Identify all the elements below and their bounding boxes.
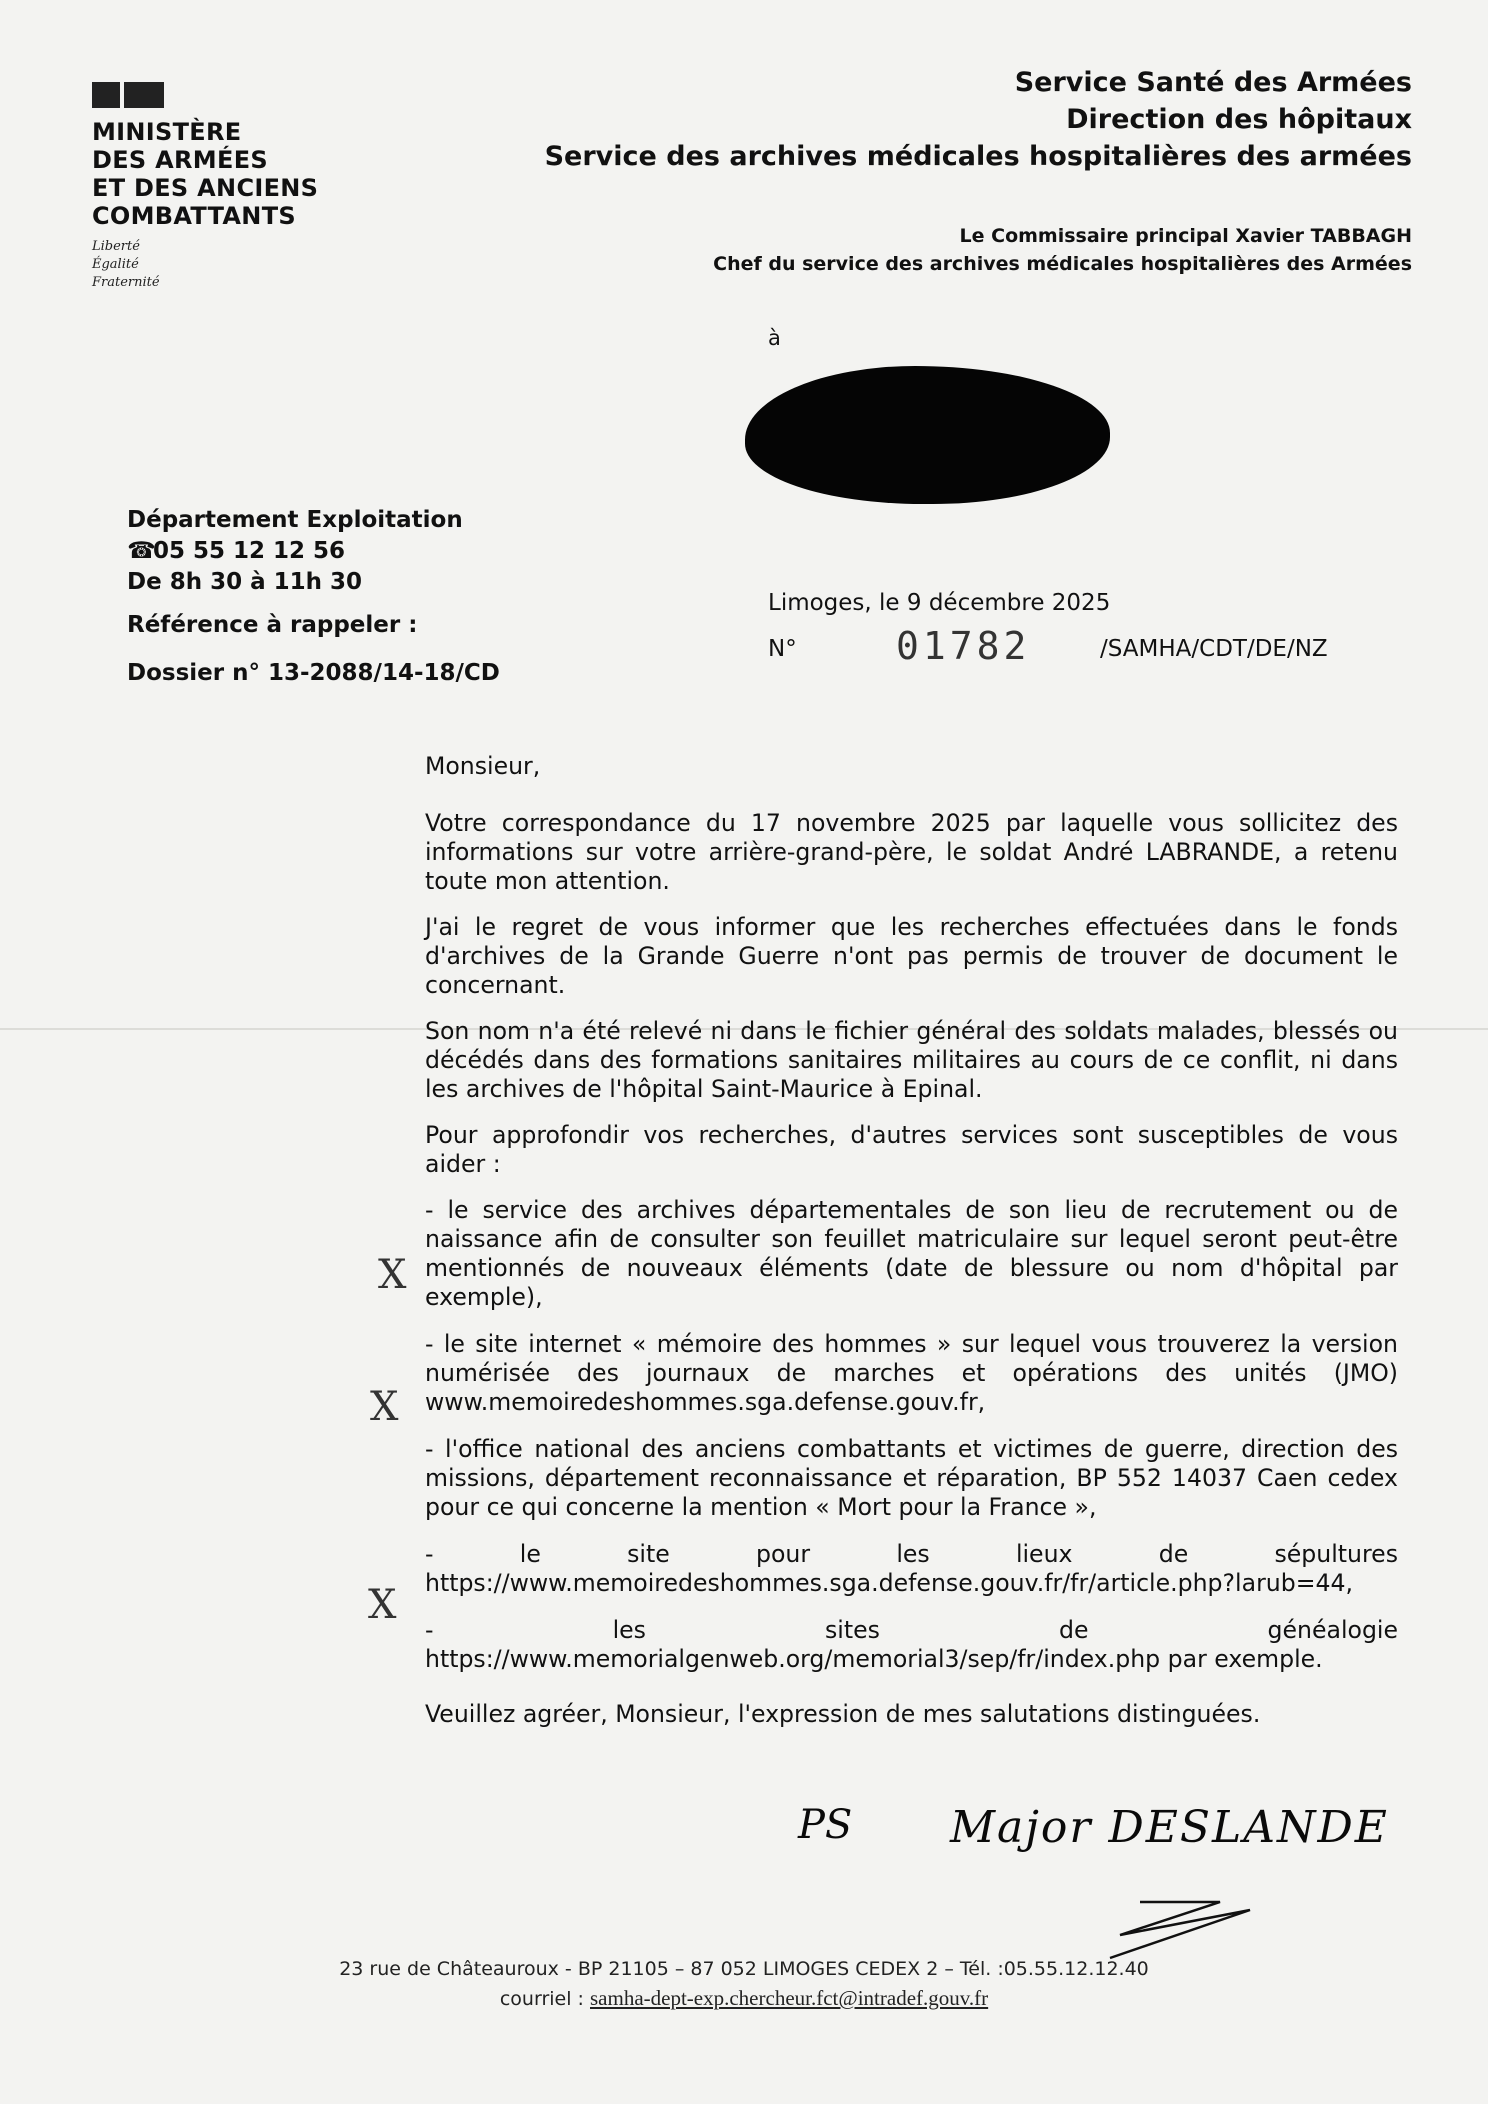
closing: Veuillez agréer, Monsieur, l'expression de mes salutations distinguées. <box>425 1700 1261 1728</box>
recipient-prefix: à <box>768 326 781 350</box>
handwritten-mark: X <box>368 1582 397 1628</box>
footer-email-line <box>0 1986 1488 2011</box>
service-header <box>545 64 1412 175</box>
handwritten-mark: X <box>370 1384 399 1430</box>
paragraph-2: J'ai le regret de vous informer que les recherches effectuées dans le fonds d'archives de la Grande Guerre n'ont pas permis de trouver de document le concernant. <box>425 913 1398 999</box>
paragraph-1: Votre correspondance du 17 novembre 2025 par laquelle vous sollicitez des informations sur votre arrière-grand-père, le soldat André LABRANDE, a retenu toute mon attention. <box>425 809 1398 895</box>
header-line-3: Service des archives médicales hospitalières des armées <box>544 141 1412 172</box>
department-block <box>127 505 463 598</box>
header-line-1: Service Santé des Armées <box>1014 67 1412 98</box>
header-line-2: Direction des hôpitaux <box>1066 104 1412 135</box>
department-phone: ☎05 55 12 12 56 <box>127 536 463 567</box>
letter-number-stamp: 01782 <box>896 624 1031 668</box>
paragraph-4: Pour approfondir vos recherches, d'autres services sont susceptibles de vous aider : <box>425 1121 1398 1178</box>
signatory-block <box>713 222 1412 278</box>
dossier-number: Dossier n° 13-2088/14-18/CD <box>127 660 500 686</box>
email-label: courriel : <box>499 1988 584 2010</box>
paragraph-3: Son nom n'a été relevé ni dans le fichier général des soldats malades, blessés ou décédés dans des formations sanitaires militaires au cours de ce conflit, ni dans les archives de l'hôpital Saint-Maurice à Epinal. <box>425 1017 1398 1103</box>
handwritten-ps: PS <box>798 1802 853 1848</box>
republic-motto: Liberté Égalité Fraternité <box>92 239 160 290</box>
handwritten-mark: X <box>378 1252 407 1298</box>
list-item: - l'office national des anciens combattants et victimes de guerre, direction des missions, département reconnaissance et réparation, BP 552 14037 Caen cedex pour ce qui concerne la mention « Mort pour la France », <box>425 1435 1398 1521</box>
list-item: - le service des archives départementales de son lieu de recrutement ou de naissance afin de consulter son feuillet matriculaire sur lequel seront peut-être mentionnés de nouveaux éléments (date de blessure ou nom d'hôpital par exemple), <box>425 1196 1398 1311</box>
greeting: Monsieur, <box>425 752 541 780</box>
department-hours: De 8h 30 à 11h 30 <box>127 569 363 595</box>
reference-label: Référence à rappeler : <box>127 612 418 638</box>
list-item: - le site pour les lieux de sépultures https://www.memoiredeshommes.sga.defense.gouv.fr/fr/article.php?larub=44, <box>425 1540 1398 1597</box>
email-link[interactable]: samha-dept-exp.chercheur.fct@intradef.gouv.fr <box>590 1986 989 2010</box>
signature-scribble <box>1100 1880 1300 1960</box>
ministry-name: MINISTÈRE DES ARMÉES ET DES ANCIENS COMBATTANTS <box>92 118 319 230</box>
ministry-logo <box>92 82 352 292</box>
footer-address: 23 rue de Châteauroux - BP 21105 – 87 052 LIMOGES CEDEX 2 – Tél. :05.55.12.12.40 <box>339 1958 1149 1980</box>
signatory-title: Chef du service des archives médicales hospitalières des Armées <box>713 253 1412 275</box>
handwritten-signer: Major DESLANDE <box>950 1802 1389 1853</box>
letter-body <box>425 752 1398 1746</box>
signatory-name: Le Commissaire principal Xavier TABBAGH <box>959 225 1412 247</box>
letter-number-suffix: /SAMHA/CDT/DE/NZ <box>1100 636 1328 662</box>
department-name: Département Exploitation <box>127 507 463 533</box>
telephone-icon: ☎ <box>127 538 156 564</box>
redacted-recipient <box>745 366 1110 504</box>
letter-date: Limoges, le 9 décembre 2025 <box>768 590 1111 616</box>
marianne-icon <box>92 82 168 108</box>
list-item: - les sites de généalogie https://www.memorialgenweb.org/memorial3/sep/fr/index.php par exemple. <box>425 1616 1398 1673</box>
letter-number-label: N° <box>768 636 797 662</box>
list-item: - le site internet « mémoire des hommes » sur lequel vous trouverez la version numérisée des journaux de marches et opérations des unités (JMO) www.memoiredeshommes.sga.defense.gouv.fr, <box>425 1330 1398 1416</box>
